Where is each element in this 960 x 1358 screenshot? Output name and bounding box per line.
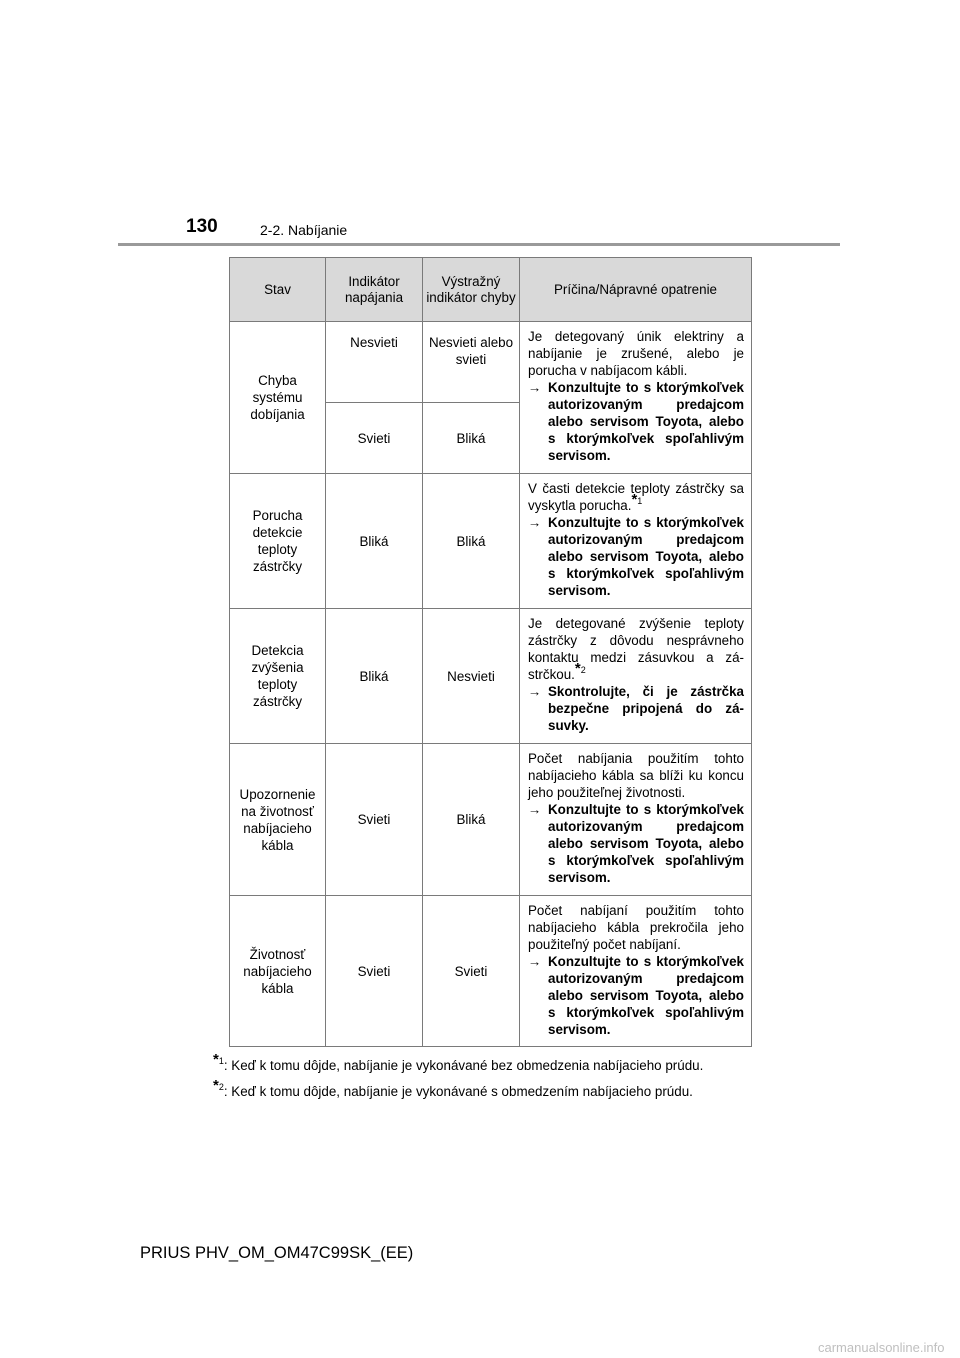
header-rule: [118, 243, 840, 246]
cause-remedy-cell: [520, 609, 752, 744]
state-cell: Životnosť nabíjacieho kábla: [230, 896, 326, 1047]
power-indicator-cell: Svieti: [326, 744, 423, 896]
arrow-icon: →: [528, 954, 542, 969]
remedy-text: Konzultujte to s ktorýmkoľvek autorizovaným predajcom alebo servisom Toyota, alebo s ktorýmkoľvek spoľahlivým servisom.: [548, 954, 744, 1037]
remedy: [528, 953, 744, 1038]
footnote-ref: *2: [574, 660, 586, 677]
table-row: [230, 744, 752, 896]
section-title: 2-2. Nabíjanie: [260, 222, 348, 238]
footnote-text: : Keď k tomu dôjde, nabíjanie je vykonávané s obmedzením nabíjacieho prúdu.: [223, 1084, 693, 1099]
remedy-text: Konzultujte to s ktorýmkoľvek autorizovaným predajcom alebo servisom Toyota, alebo s ktorýmkoľvek spoľahlivým servisom.: [548, 802, 744, 885]
arrow-icon: →: [528, 802, 542, 817]
power-indicator-cell: Svieti: [326, 896, 423, 1047]
cause-remedy-cell: [520, 896, 752, 1047]
state-cell: Porucha detekcie teploty zástrčky: [230, 474, 326, 609]
page-number: 130: [186, 216, 218, 237]
cause-remedy-cell: [520, 474, 752, 609]
power-indicator-cell: Svieti: [326, 403, 423, 474]
column-header-cause-remedy: Príčina/Nápravné opatrenie: [520, 258, 752, 322]
remedy: [528, 514, 744, 599]
arrow-icon: →: [528, 380, 542, 395]
remedy-text: Skontrolujte, či je zástrčka bezpečne pripojená do zásuvky.: [548, 684, 744, 733]
state-cell: Chyba systému dobíjania: [230, 322, 326, 474]
table-row: [230, 896, 752, 1047]
table-row: [230, 474, 752, 609]
remedy: [528, 683, 744, 734]
state-cell: Detekcia zvýšenia teploty zástrčky: [230, 609, 326, 744]
warning-indicator-cell: Bliká: [423, 403, 520, 474]
warning-indicator-cell: Nesvieti: [423, 609, 520, 744]
remedy: [528, 801, 744, 886]
cause-remedy-cell: [520, 744, 752, 896]
warning-indicator-cell: Nesvieti alebo svieti: [423, 322, 520, 403]
footnote-ref: *1: [631, 491, 643, 508]
table-row: [230, 322, 752, 403]
cause-text: Je detegované zvýšenie teploty zástrčky z dôvodu nesprávneho kontaktu medzi zásuvkou a zástrčkou.: [528, 616, 744, 682]
cause-remedy-cell: [520, 322, 752, 474]
warning-indicator-cell: Bliká: [423, 474, 520, 609]
warning-indicator-cell: Svieti: [423, 896, 520, 1047]
remedy-text: Konzultujte to s ktorýmkoľvek autorizovaným predajcom alebo servisom Toyota, alebo s ktorýmkoľvek spoľahlivým servisom.: [548, 380, 744, 463]
footnote-text: : Keď k tomu dôjde, nabíjanie je vykonávané bez obmedzenia nabíjacieho prúdu.: [223, 1058, 704, 1073]
table-row: [230, 609, 752, 744]
power-indicator-cell: Bliká: [326, 474, 423, 609]
footnote-2: $^{*2}$: Keď k tomu dôjde, nabíjanie je vykonávané s obmedzením nabíjacieho prúdu.: [213, 1077, 693, 1099]
power-indicator-cell: Bliká: [326, 609, 423, 744]
state-cell: Upozornenie na životnosť nabíjacieho kábla: [230, 744, 326, 896]
column-header-warning-indicator: Výstražný indikátor chyby: [423, 258, 520, 322]
remedy-text: Konzultujte to s ktorýmkoľvek autorizovaným predajcom alebo servisom Toyota, alebo s ktorýmkoľvek spoľahlivým servisom.: [548, 515, 744, 598]
cause-text: V časti detekcie teploty zástrčky sa vyskytla porucha.: [528, 481, 744, 513]
cause-text: Počet nabíjania použitím tohto nabíjacieho kábla sa blíži ku koncu jeho použiteľnej životnosti.: [528, 751, 744, 800]
column-header-power-indicator: Indikátor napájania: [326, 258, 423, 322]
remedy: [528, 379, 744, 464]
cause-text-block: [528, 615, 744, 683]
table-header-row: [230, 258, 752, 322]
cause-text: Je detegovaný únik elektriny a nabíjanie je zrušené, alebo je porucha v nabíjacom kábli.: [528, 329, 744, 378]
watermark: carmanualsonline.info: [818, 1340, 945, 1355]
cause-text: Počet nabíjaní použitím tohto nabíjacieho kábla prekročila jeho použiteľný počet nabíjaní.: [528, 903, 744, 952]
charging-status-table: [229, 257, 752, 1047]
column-header-state: Stav: [230, 258, 326, 322]
document-id: PRIUS PHV_OM_OM47C99SK_(EE): [140, 1244, 414, 1262]
footnote-1: $^{*1}$: Keď k tomu dôjde, nabíjanie je vykonávané bez obmedzenia nabíjacieho prúdu.: [213, 1051, 704, 1073]
power-indicator-cell: Nesvieti: [326, 322, 423, 403]
arrow-icon: →: [528, 515, 542, 530]
warning-indicator-cell: Bliká: [423, 744, 520, 896]
cause-text-block: [528, 480, 744, 514]
arrow-icon: →: [528, 684, 542, 699]
